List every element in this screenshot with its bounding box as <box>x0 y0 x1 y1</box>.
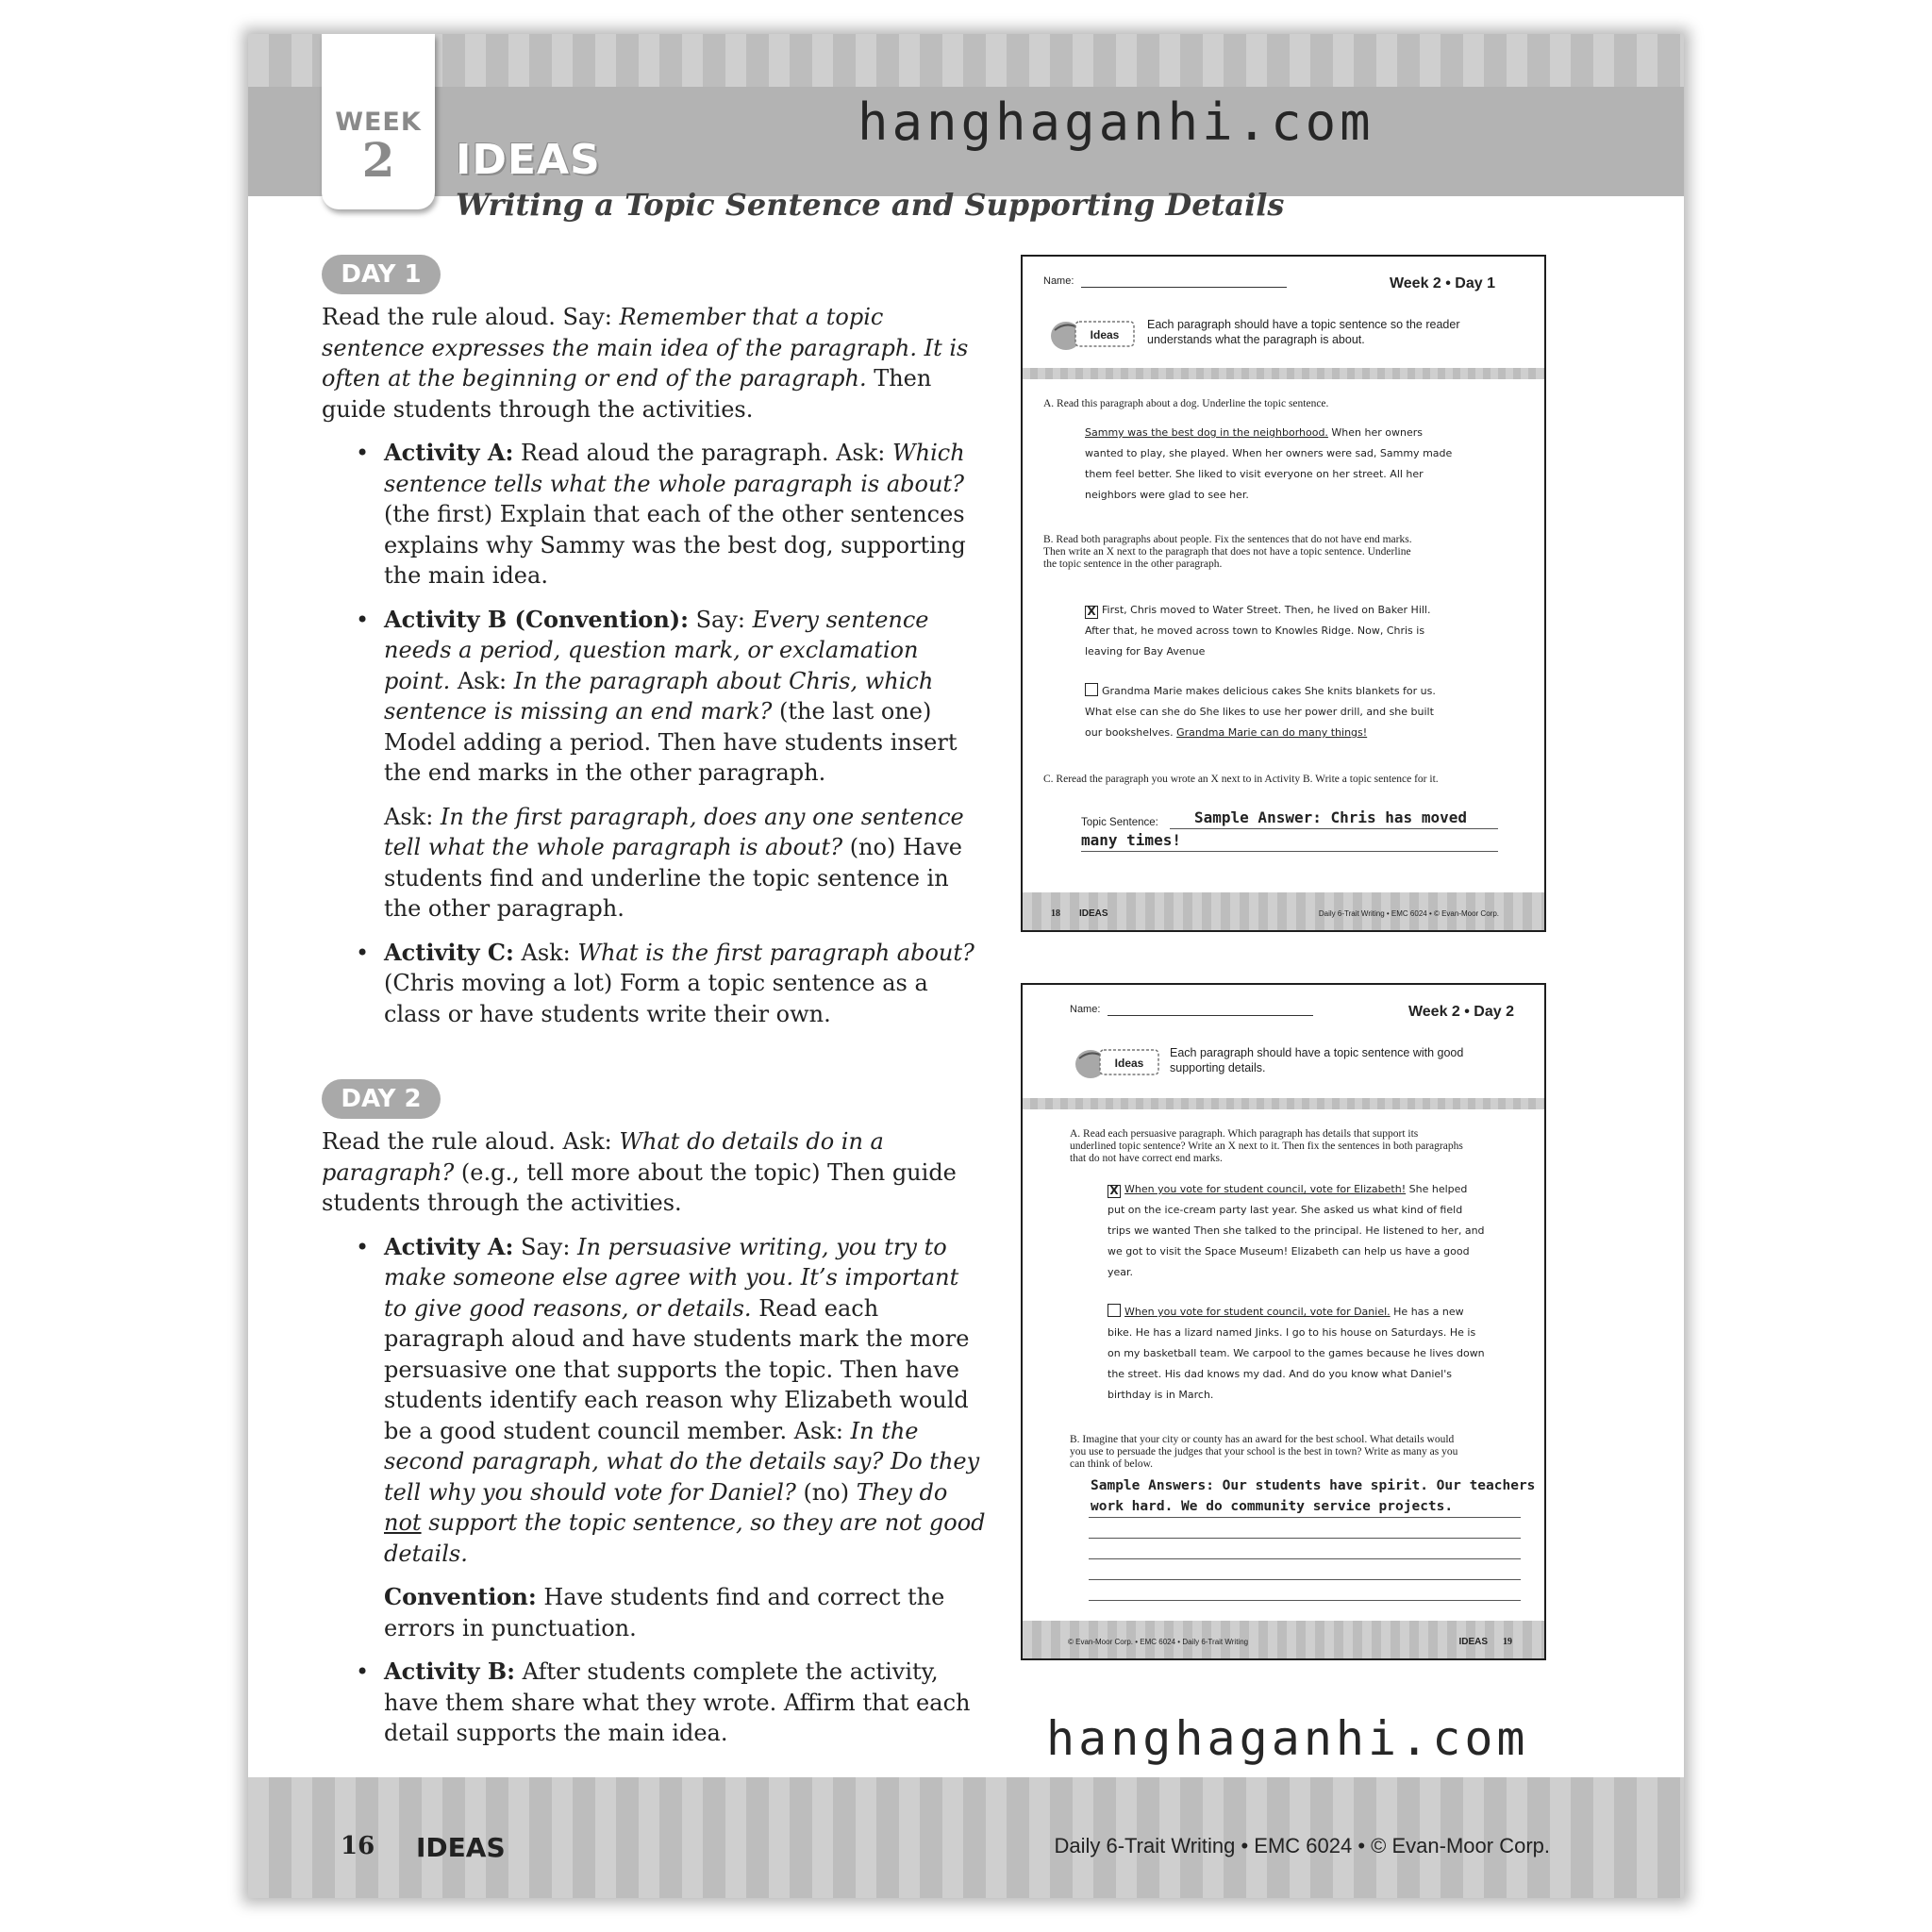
text-run: Read the rule aloud. Say: <box>322 304 620 330</box>
day2-instructions <box>322 1126 987 1762</box>
text-run: Remember that a topic sentence expresses the main idea of the paragraph. It is often at the beginning or end of the paragraph. <box>322 304 969 391</box>
text-run: What is the first paragraph about? <box>577 939 974 966</box>
text-run: (the last one) Model adding a period. Then have students insert the end marks in the other paragraph. <box>384 698 958 786</box>
text-run: Read each paragraph aloud and have students mark the more persuasive one that supports the topic. Then have students identify each reason why Elizabeth would be a good student council member. Ask: <box>384 1294 970 1444</box>
text-run: In persuasive writing, you try to make someone else agree with you. It’s important to give good reasons, or details. <box>384 1233 959 1322</box>
worksheet-footer-ideas: IDEAS <box>1458 1637 1488 1647</box>
activity-b-paragraph-1 <box>1085 600 1453 662</box>
day1-instructions <box>322 302 987 1042</box>
day2-intro <box>322 1126 987 1219</box>
worksheet-footer-ideas: IDEAS <box>1079 908 1108 919</box>
text-run: In the first paragraph, does any one sentence tell what the whole paragraph is about? <box>384 803 964 860</box>
text-run: (no) Have students find and underline the topic sentence in the other paragraph. <box>384 834 962 922</box>
answer-line-1 <box>1089 1517 1521 1518</box>
ideas-badge-icon <box>1072 1045 1162 1079</box>
worksheet-page-number: 18 <box>1051 908 1060 919</box>
day1-items <box>322 438 987 1029</box>
text-run: Read the rule aloud. Ask: <box>322 1128 620 1155</box>
text-run: (the first) Explain that each of the other sentences explains why Sammy was the best dog, supporting the main idea. <box>384 501 966 589</box>
worksheet-band <box>1023 368 1544 379</box>
text-run: Say: <box>688 606 753 633</box>
worksheet-band <box>1023 1098 1544 1109</box>
name-line <box>1108 1015 1313 1016</box>
worksheet-day1-thumbnail <box>1021 255 1546 932</box>
lesson-subtitle: Writing a Topic Sentence and Supporting Details <box>456 187 1285 223</box>
text-run: In the second paragraph, what do the details say? Do they tell why you should vote for Daniel? <box>384 1417 980 1506</box>
activity-a-paragraph-1 <box>1108 1179 1485 1283</box>
activity-b-answer-2: work hard. We do community service projects. <box>1091 1499 1454 1514</box>
page-number: 16 <box>341 1832 375 1860</box>
answer-line-1 <box>1170 828 1498 829</box>
name-label: Name: <box>1070 1004 1101 1015</box>
week-tab <box>322 34 435 209</box>
text-run: Every sentence needs a period, question mark, or exclamation point. <box>384 606 929 694</box>
day1-label: DAY 1 <box>322 255 441 294</box>
topic-sentence-label: Topic Sentence: <box>1081 817 1158 828</box>
answer-line-5 <box>1089 1600 1521 1601</box>
checkbox-marked: X <box>1108 1185 1121 1198</box>
answer-line-2 <box>1081 851 1498 852</box>
activity-a-topic-2: When you vote for student council, vote for Daniel. <box>1124 1306 1391 1318</box>
activity-bullet <box>322 438 987 591</box>
text-run: Ask: <box>384 803 441 830</box>
worksheet-day2-thumbnail <box>1021 983 1546 1660</box>
activity-b-topic-sentence: Grandma Marie can do many things! <box>1176 726 1368 739</box>
text-run: (no) <box>795 1478 857 1506</box>
text-run: Activity A: <box>384 1232 514 1260</box>
text-run: After students complete the activity, have them share what they wrote. Affirm that each detail supports the main idea. <box>384 1658 971 1746</box>
text-run: What do details do in a paragraph? <box>322 1128 884 1186</box>
worksheet-footer-credit: © Evan-Moor Corp. • EMC 6024 • Daily 6-Trait Writing <box>1068 1638 1249 1646</box>
header-stripes <box>248 34 1684 87</box>
badge-text: Ideas <box>1090 328 1120 341</box>
rule-text: Each paragraph should have a topic sentence with good supporting details. <box>1170 1046 1464 1074</box>
activity-note <box>322 1582 987 1643</box>
text-run: not <box>384 1509 422 1536</box>
activity-bullet <box>322 1232 987 1570</box>
text-run: Activity A: <box>384 439 514 466</box>
text-run: Then guide students through the activities. <box>322 365 932 423</box>
text-run: In the paragraph about Chris, which sentence is missing an end mark? <box>384 667 934 724</box>
text-run: Have students find and correct the errors in punctuation. <box>384 1584 945 1641</box>
answer-line-4 <box>1089 1579 1521 1580</box>
text-run: Read aloud the paragraph. Ask: <box>513 440 892 466</box>
activity-b-para2-text: Grandma Marie makes delicious cakes She knits blankets for us. What else can she do She likes to use her power drill, and she built our bookshelves. <box>1085 685 1436 739</box>
answer-line-3 <box>1089 1558 1521 1559</box>
footer-credit: Daily 6-Trait Writing • EMC 6024 • © Evan-Moor Corp. <box>1054 1834 1550 1857</box>
checkbox-empty <box>1085 683 1098 696</box>
workbook-page <box>248 34 1684 1898</box>
activity-note <box>322 802 987 924</box>
activity-b-paragraph-2 <box>1085 681 1453 743</box>
activity-bullet <box>322 605 987 789</box>
worksheet-week-day: Week 2 • Day 2 <box>1407 1004 1514 1020</box>
text-run: Say: <box>513 1233 578 1260</box>
activity-bullet <box>322 938 987 1030</box>
activity-b-answer-1: Sample Answers: Our students have spirit. Our teachers <box>1091 1478 1536 1493</box>
activity-bullet <box>322 1657 987 1749</box>
day1-intro <box>322 302 987 425</box>
activity-b-prompt: B. Imagine that your city or county has an award for the best school. What details would you use to persuade the judges that your school is the best in town? Write as many as you can think of below. <box>1070 1434 1458 1470</box>
watermark-top: hanghaganhi.com <box>858 92 1374 152</box>
day2-items <box>322 1232 987 1749</box>
topic-sentence-answer-2: many times! <box>1081 831 1181 849</box>
activity-a-prompt: A. Read this paragraph about a dog. Underline the topic sentence. <box>1043 398 1329 409</box>
activity-a-prompt: A. Read each persuasive paragraph. Which paragraph has details that support its underlined topic sentence? Write an X next to it. Then fix the sentences in both paragraphs that do not have correct end marks. <box>1070 1128 1463 1164</box>
name-line <box>1081 287 1287 288</box>
ideas-badge-icon <box>1047 317 1138 351</box>
worksheet-page-number: 19 <box>1503 1637 1512 1647</box>
checkbox-empty <box>1108 1304 1121 1317</box>
activity-c-prompt: C. Reread the paragraph you wrote an X next to in Activity B. Write a topic sentence for it. <box>1043 774 1439 785</box>
worksheet-week-day: Week 2 • Day 1 <box>1389 275 1495 291</box>
activity-b-prompt: B. Read both paragraphs about people. Fix the sentences that do not have end marks. Then write an X next to the paragraph that does not have a topic sentence. Underline the topic sentence in the other paragraph. <box>1043 534 1412 570</box>
activity-a-rest: When her owners wanted to play, she played. When her owners were sad, Sammy made them feel better. She liked to visit everyone on her street. All her neighbors were glad to see her. <box>1085 426 1453 501</box>
text-run: Which sentence tells what the whole paragraph is about? <box>384 440 965 497</box>
activity-a-paragraph <box>1085 423 1453 506</box>
day2-label: DAY 2 <box>322 1079 441 1119</box>
text-run: Activity B (Convention): <box>384 605 689 633</box>
text-run: Convention: <box>384 1583 537 1610</box>
activity-b-para1-text: First, Chris moved to Water Street. Then, he lived on Baker Hill. After that, he moved across town to Knowles Ridge. Now, Chris is leaving for Bay Avenue <box>1085 604 1431 658</box>
activity-a-paragraph-2 <box>1108 1302 1485 1406</box>
text-run: Ask: <box>450 667 514 694</box>
week-number: 2 <box>361 132 395 188</box>
week-label: WEEK <box>335 108 422 137</box>
activity-a-para1-text: She helped put on the ice-cream party last year. She asked us what kind of field trips we wanted Then she talked to the principal. He listened to her, and we got to visit the Space Museum! Elizabeth can help us have a good year. <box>1108 1183 1485 1278</box>
text-run: (Chris moving a lot) Form a topic sentence as a class or have students write their own. <box>384 970 928 1027</box>
worksheet-footer-credit: Daily 6-Trait Writing • EMC 6024 • © Evan-Moor Corp. <box>1318 909 1499 918</box>
text-run: Activity B: <box>384 1657 516 1685</box>
answer-line-2 <box>1089 1538 1521 1539</box>
activity-a-topic-1: When you vote for student council, vote for Elizabeth! <box>1124 1183 1407 1195</box>
footer-section: IDEAS <box>416 1832 506 1863</box>
activity-a-topic-sentence: Sammy was the best dog in the neighborhood. <box>1085 426 1328 439</box>
text-run: Ask: <box>513 939 578 966</box>
name-label: Name: <box>1043 275 1074 287</box>
topic-sentence-answer-1: Sample Answer: Chris has moved <box>1194 808 1467 826</box>
checkbox-marked: X <box>1085 606 1098 619</box>
badge-text: Ideas <box>1114 1057 1144 1070</box>
rule-text: Each paragraph should have a topic sentence so the reader understands what the paragraph is about. <box>1147 318 1460 346</box>
activity-a-para2-text: He has a new bike. He has a lizard named Jinks. I go to his house on Saturdays. He is on my basketball team. We carpool to the games because he lives down the street. His dad knows my dad. And do you know what Daniel's birthday is in March. <box>1108 1306 1485 1401</box>
text-run: support the topic sentence, so they are not good details. <box>384 1509 986 1567</box>
watermark-bottom: hanghaganhi.com <box>1046 1711 1529 1766</box>
text-run: They do <box>856 1478 948 1506</box>
section-title: IDEAS <box>456 136 601 184</box>
text-run: Activity C: <box>384 938 514 966</box>
text-run: (e.g., tell more about the topic) Then guide students through the activities. <box>322 1158 957 1216</box>
